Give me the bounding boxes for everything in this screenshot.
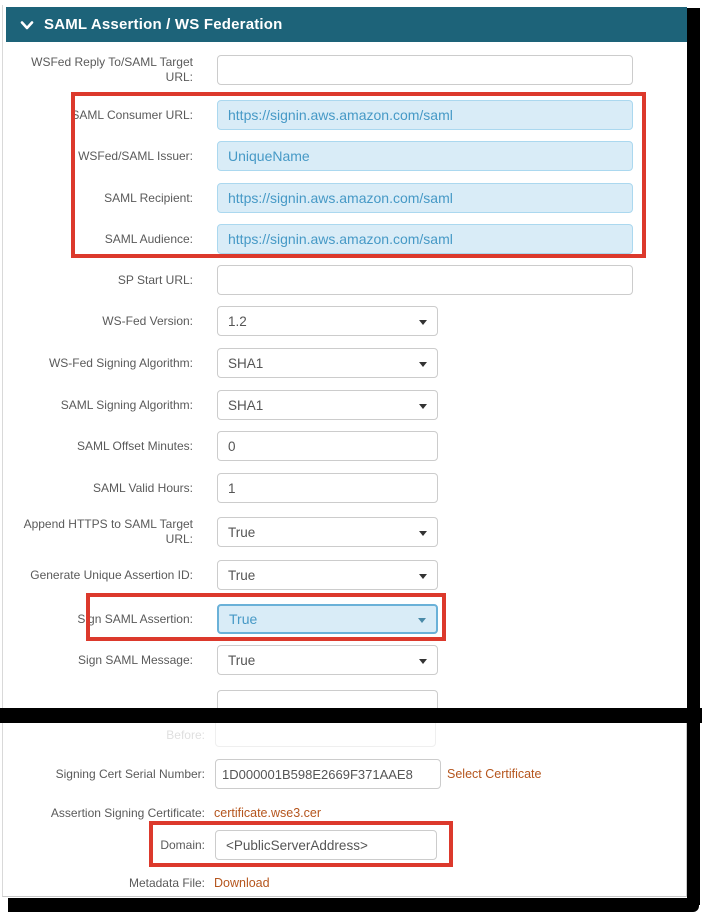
saml-valid-hours-label: SAML Valid Hours: (92, 480, 193, 495)
sign-saml-assertion-select[interactable] (217, 604, 438, 634)
screenshot-shadow-bottom (8, 898, 699, 912)
form-row (3, 306, 687, 336)
form-row (3, 723, 686, 747)
form-row (3, 183, 687, 213)
form-row (3, 560, 687, 590)
saml-recipient-input[interactable] (217, 183, 633, 213)
form-row (3, 473, 687, 503)
assertion-signing-certificate-label: Assertion Signing Certificate: (50, 805, 205, 820)
generate-unique-assertion-id-value: True (228, 567, 256, 583)
saml-audience-input[interactable] (217, 224, 633, 254)
ws-fed-signing-algorithm-label: WS-Fed Signing Algorithm: (48, 355, 193, 370)
ws-fed-version-value: 1.2 (228, 313, 247, 329)
sp-start-url-label: SP Start URL: (117, 272, 193, 287)
wsfed-reply-to-saml-target-url-input[interactable] (217, 55, 633, 85)
before-label: Before: (166, 727, 205, 742)
append-https-to-saml-target-url-select[interactable] (217, 517, 438, 547)
form-row (3, 830, 686, 860)
form-row (3, 224, 687, 254)
form-row (3, 348, 687, 378)
metadata-file-label: Metadata File: (128, 875, 205, 890)
append-https-value: True (228, 524, 256, 540)
wsfed-saml-issuer-input[interactable] (217, 141, 633, 171)
cropped-input[interactable] (217, 690, 438, 708)
dropdown-caret-icon (419, 574, 427, 579)
screenshot-divider (0, 708, 702, 723)
dropdown-caret-icon (419, 659, 427, 664)
saml-audience-label: SAML Audience: (104, 231, 193, 246)
domain-input[interactable] (215, 830, 437, 860)
saml-signing-algorithm-select[interactable] (217, 390, 438, 420)
saml-offset-minutes-label: SAML Offset Minutes: (76, 438, 193, 453)
saml-consumer-url-input[interactable] (217, 100, 633, 130)
form-row (3, 517, 687, 547)
wsfed-saml-issuer-label: WSFed/SAML Issuer: (78, 148, 193, 163)
ws-fed-signing-algorithm-select[interactable] (217, 348, 438, 378)
saml-recipient-label: SAML Recipient: (104, 190, 193, 205)
sign-saml-assertion-value: True (229, 611, 258, 627)
select-certificate-link[interactable]: Select Certificate (447, 767, 542, 781)
chevron-down-icon[interactable] (20, 19, 34, 32)
form-row (3, 141, 687, 171)
saml-valid-hours-input[interactable] (217, 473, 438, 503)
dropdown-caret-icon (419, 404, 427, 409)
ws-fed-version-select[interactable] (217, 306, 438, 336)
generate-unique-assertion-id-select[interactable] (217, 560, 438, 590)
append-https-to-saml-target-url-label: Append HTTPS to SAML Target URL: (23, 517, 193, 546)
before-input[interactable] (215, 723, 436, 747)
ws-fed-version-label: WS-Fed Version: (102, 313, 193, 328)
sign-saml-message-select[interactable] (217, 645, 438, 675)
domain-label: Domain: (160, 837, 205, 852)
saml-offset-minutes-input[interactable] (217, 431, 438, 461)
saml-signing-algorithm-label: SAML Signing Algorithm: (60, 397, 193, 412)
saml-settings-panel (2, 5, 687, 708)
metadata-download-link[interactable]: Download (214, 876, 270, 890)
form-row (3, 875, 686, 891)
form-row (3, 265, 687, 295)
signing-cert-serial-number-input[interactable] (215, 759, 441, 789)
wsfed-reply-to-saml-target-url-label: WSFed Reply To/SAML Target URL: (31, 55, 193, 84)
sign-saml-message-value: True (228, 652, 256, 668)
ws-fed-signing-algorithm-value: SHA1 (228, 355, 264, 371)
form-row (3, 604, 687, 634)
form-row (3, 431, 687, 461)
form-row (3, 805, 686, 821)
assertion-signing-certificate-link[interactable]: certificate.wse3.cer (214, 806, 321, 820)
dropdown-caret-icon (419, 531, 427, 536)
dropdown-caret-icon (418, 618, 426, 623)
form-row (3, 690, 687, 708)
form-row (3, 390, 687, 420)
section-header-saml-assertion[interactable] (6, 7, 687, 42)
saml-signing-algorithm-value: SHA1 (228, 397, 264, 413)
sign-saml-message-label: Sign SAML Message: (78, 652, 193, 667)
form-row (3, 759, 686, 789)
section-title: SAML Assertion / WS Federation (44, 16, 283, 33)
dropdown-caret-icon (419, 320, 427, 325)
dropdown-caret-icon (419, 362, 427, 367)
form-row (3, 645, 687, 675)
certificate-panel (2, 723, 687, 897)
signing-cert-serial-number-label: Signing Cert Serial Number: (55, 766, 205, 781)
saml-consumer-url-label: SAML Consumer URL: (71, 107, 193, 122)
sign-saml-assertion-label: Sign SAML Assertion: (77, 611, 193, 626)
form-row (3, 55, 687, 85)
screenshot-shadow-right (687, 8, 700, 905)
form-row (3, 100, 687, 130)
sp-start-url-input[interactable] (217, 265, 633, 295)
generate-unique-assertion-id-label: Generate Unique Assertion ID: (30, 567, 193, 582)
